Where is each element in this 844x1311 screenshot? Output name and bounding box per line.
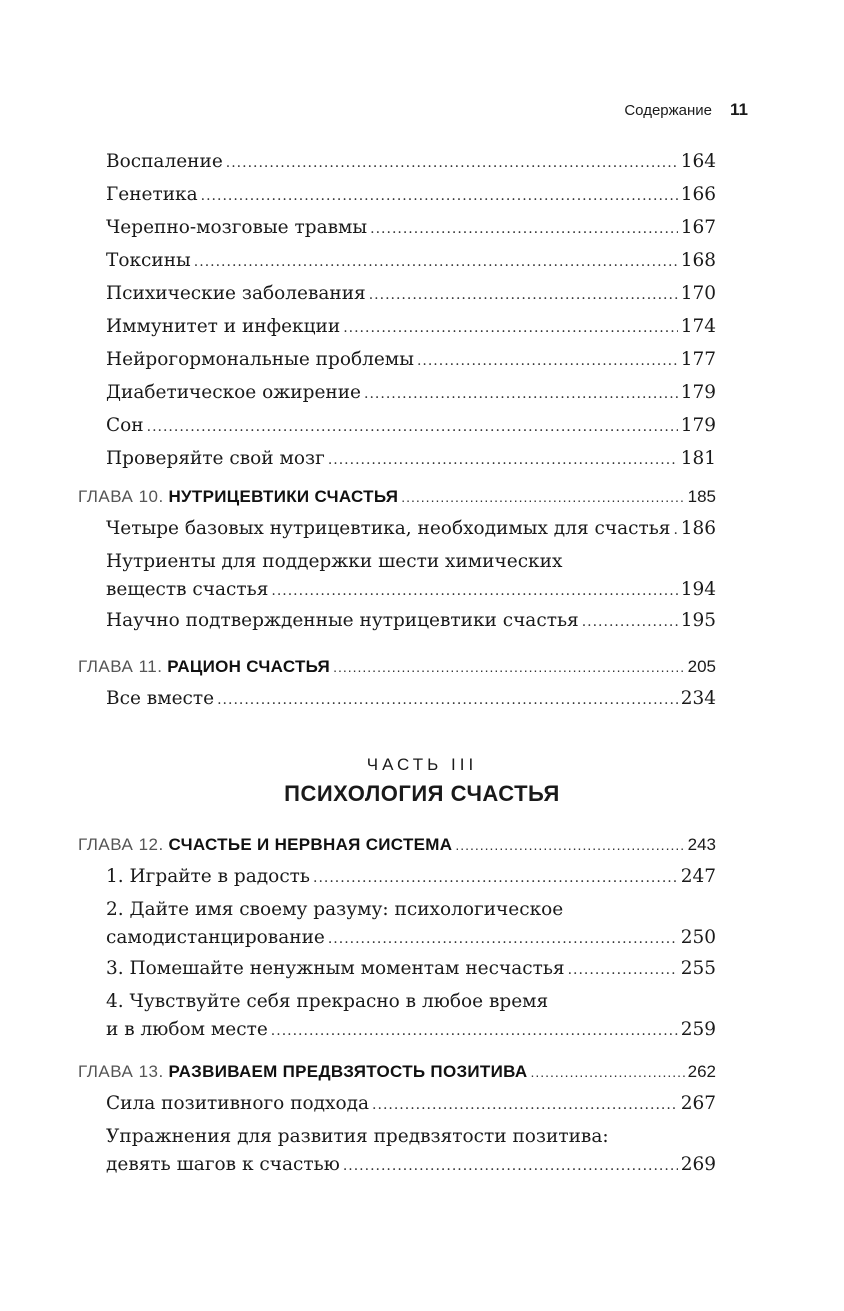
toc-entry[interactable]	[78, 861, 716, 894]
toc-entry-page: 181	[680, 448, 716, 469]
leader-dots	[328, 444, 678, 476]
toc-entry[interactable]	[78, 443, 716, 476]
toc-entry-title: Все вместе	[106, 688, 215, 709]
toc-entry[interactable]	[78, 605, 716, 638]
toc-entry-page: 179	[680, 382, 716, 403]
toc-entry-page: 186	[680, 518, 716, 539]
toc-entry-title: и в любом месте	[106, 1019, 268, 1040]
toc-chapter-11	[78, 651, 716, 716]
chapter-label: ГЛАВА 12.	[78, 835, 164, 854]
leader-dots	[568, 954, 678, 986]
toc-entry-title: девять шагов к счастью	[106, 1154, 340, 1175]
leader-dots	[364, 378, 678, 410]
toc-entry-page: 250	[680, 927, 716, 948]
chapter-page: 185	[687, 487, 716, 506]
toc-entry-page: 247	[680, 866, 716, 887]
chapter-page: 243	[687, 835, 716, 854]
toc-entry-page: 179	[680, 415, 716, 436]
toc-entry[interactable]	[78, 576, 716, 605]
toc-entry-page: 267	[680, 1093, 716, 1114]
leader-dots	[343, 1152, 678, 1180]
chapter-title: РАЗВИВАЕМ ПРЕДВЗЯТОСТЬ ПОЗИТИВА	[168, 1062, 528, 1081]
chapter-label: ГЛАВА 10.	[78, 487, 164, 506]
toc-entry[interactable]	[78, 1016, 716, 1045]
leader-dots	[217, 684, 678, 716]
toc-entry-line1: Нутриенты для поддержки шести химических	[106, 551, 563, 572]
toc-entry[interactable]	[78, 953, 716, 986]
toc-entry-line1: 4. Чувствуйте себя прекрасно в любое время	[106, 991, 549, 1012]
toc-entry-title: Сила позитивного подхода	[106, 1093, 370, 1114]
toc-entry-page: 255	[680, 958, 716, 979]
toc-entry-title: Диабетическое ожирение	[106, 382, 362, 403]
toc-entry-title: Черепно-мозговые травмы	[106, 217, 368, 238]
toc-entry-title: Генетика	[106, 184, 198, 205]
leader-dots	[455, 829, 684, 861]
toc-chapter-13	[78, 1056, 716, 1180]
chapter-heading[interactable]	[78, 651, 716, 683]
toc-entry-page: 174	[680, 316, 716, 337]
page-number: 11	[730, 100, 748, 119]
running-header-title: Содержание	[624, 102, 713, 119]
toc-entry-line1: Упражнения для развития предвзятости позитива:	[106, 1126, 609, 1147]
leader-dots	[401, 481, 684, 513]
toc-entry-page: 259	[680, 1019, 716, 1040]
leader-dots	[194, 246, 678, 278]
toc-entry-page: 167	[680, 217, 716, 238]
toc-entry[interactable]	[78, 1088, 716, 1121]
toc-chapter-12	[78, 829, 716, 1045]
leader-dots	[582, 606, 678, 638]
leader-dots	[271, 577, 677, 605]
toc-entry[interactable]	[78, 683, 716, 716]
toc-entry-page: 269	[680, 1154, 716, 1175]
toc-entry[interactable]	[78, 278, 716, 311]
toc-entry-title: Сон	[106, 415, 144, 436]
toc-entry[interactable]	[78, 1151, 716, 1180]
toc-entry-title: Проверяйте свой мозг	[106, 448, 325, 469]
leader-dots	[147, 411, 678, 443]
leader-dots	[333, 651, 685, 683]
chapter-heading[interactable]	[78, 481, 716, 513]
toc-entry[interactable]	[78, 146, 716, 179]
toc-chapter-10	[78, 481, 716, 638]
toc-entry[interactable]	[78, 924, 716, 953]
chapter-label: ГЛАВА 11.	[78, 657, 163, 676]
leader-dots	[328, 925, 678, 953]
toc-entry-title: Воспаление	[106, 151, 223, 172]
chapter-page: 205	[687, 657, 716, 676]
toc-entry-page: 194	[680, 579, 716, 600]
leader-dots	[271, 1017, 678, 1045]
toc-entry[interactable]	[78, 311, 716, 344]
running-header	[624, 100, 748, 120]
leader-dots	[372, 1089, 678, 1121]
part-title: ПСИХОЛОГИЯ СЧАСТЬЯ	[284, 781, 560, 806]
leader-dots	[201, 180, 678, 212]
chapter-heading[interactable]	[78, 1056, 716, 1088]
toc-entry-page: 177	[680, 349, 716, 370]
leader-dots	[313, 862, 678, 894]
toc-entry[interactable]	[78, 245, 716, 278]
leader-dots	[370, 213, 678, 245]
leader-dots	[673, 514, 677, 546]
toc-entry-title: самодистанцирование	[106, 927, 325, 948]
toc-entry-title: веществ счастья	[106, 579, 269, 600]
toc-entry-page: 195	[680, 610, 716, 631]
chapter-heading[interactable]	[78, 829, 716, 861]
leader-dots	[343, 312, 678, 344]
leader-dots	[226, 147, 678, 179]
toc-entry-page: 168	[680, 250, 716, 271]
toc-entry[interactable]	[78, 513, 716, 546]
chapter-page: 262	[687, 1062, 716, 1081]
toc-entry-title: Иммунитет и инфекции	[106, 316, 341, 337]
toc-entry-title: Психические заболевания	[106, 283, 366, 304]
chapter-title: РАЦИОН СЧАСТЬЯ	[167, 657, 331, 676]
toc-entry[interactable]	[78, 410, 716, 443]
toc-entry-title: Четыре базовых нутрицевтика, необходимых для счастья	[106, 518, 671, 539]
toc-entry[interactable]	[78, 344, 716, 377]
leader-dots	[369, 279, 678, 311]
chapter-title: СЧАСТЬЕ И НЕРВНАЯ СИСТЕМА	[168, 835, 453, 854]
leader-dots	[417, 345, 678, 377]
toc-entry-line1: 2. Дайте имя своему разуму: психологическое	[106, 899, 564, 920]
toc-entry-title: Научно подтвержденные нутрицевтики счастья	[106, 610, 579, 631]
toc-entry-title: Нейрогормональные проблемы	[106, 349, 414, 370]
toc-entry-page: 166	[680, 184, 716, 205]
part-label: ЧАСТЬ III	[366, 755, 478, 774]
toc-block-1	[78, 146, 716, 476]
leader-dots	[530, 1056, 684, 1088]
toc-entry-page: 164	[680, 151, 716, 172]
chapter-title: НУТРИЦЕВТИКИ СЧАСТЬЯ	[168, 487, 399, 506]
toc-entry-title: Токсины	[106, 250, 191, 271]
toc-entry[interactable]	[78, 377, 716, 410]
toc-entry-page: 234	[680, 688, 716, 709]
toc-entry[interactable]	[78, 212, 716, 245]
chapter-label: ГЛАВА 13.	[78, 1062, 164, 1081]
toc-entry-title: 3. Помешайте ненужным моментам несчастья	[106, 958, 565, 979]
toc-entry-title: 1. Играйте в радость	[106, 866, 310, 887]
toc-entry-page: 170	[680, 283, 716, 304]
toc-entry[interactable]	[78, 179, 716, 212]
